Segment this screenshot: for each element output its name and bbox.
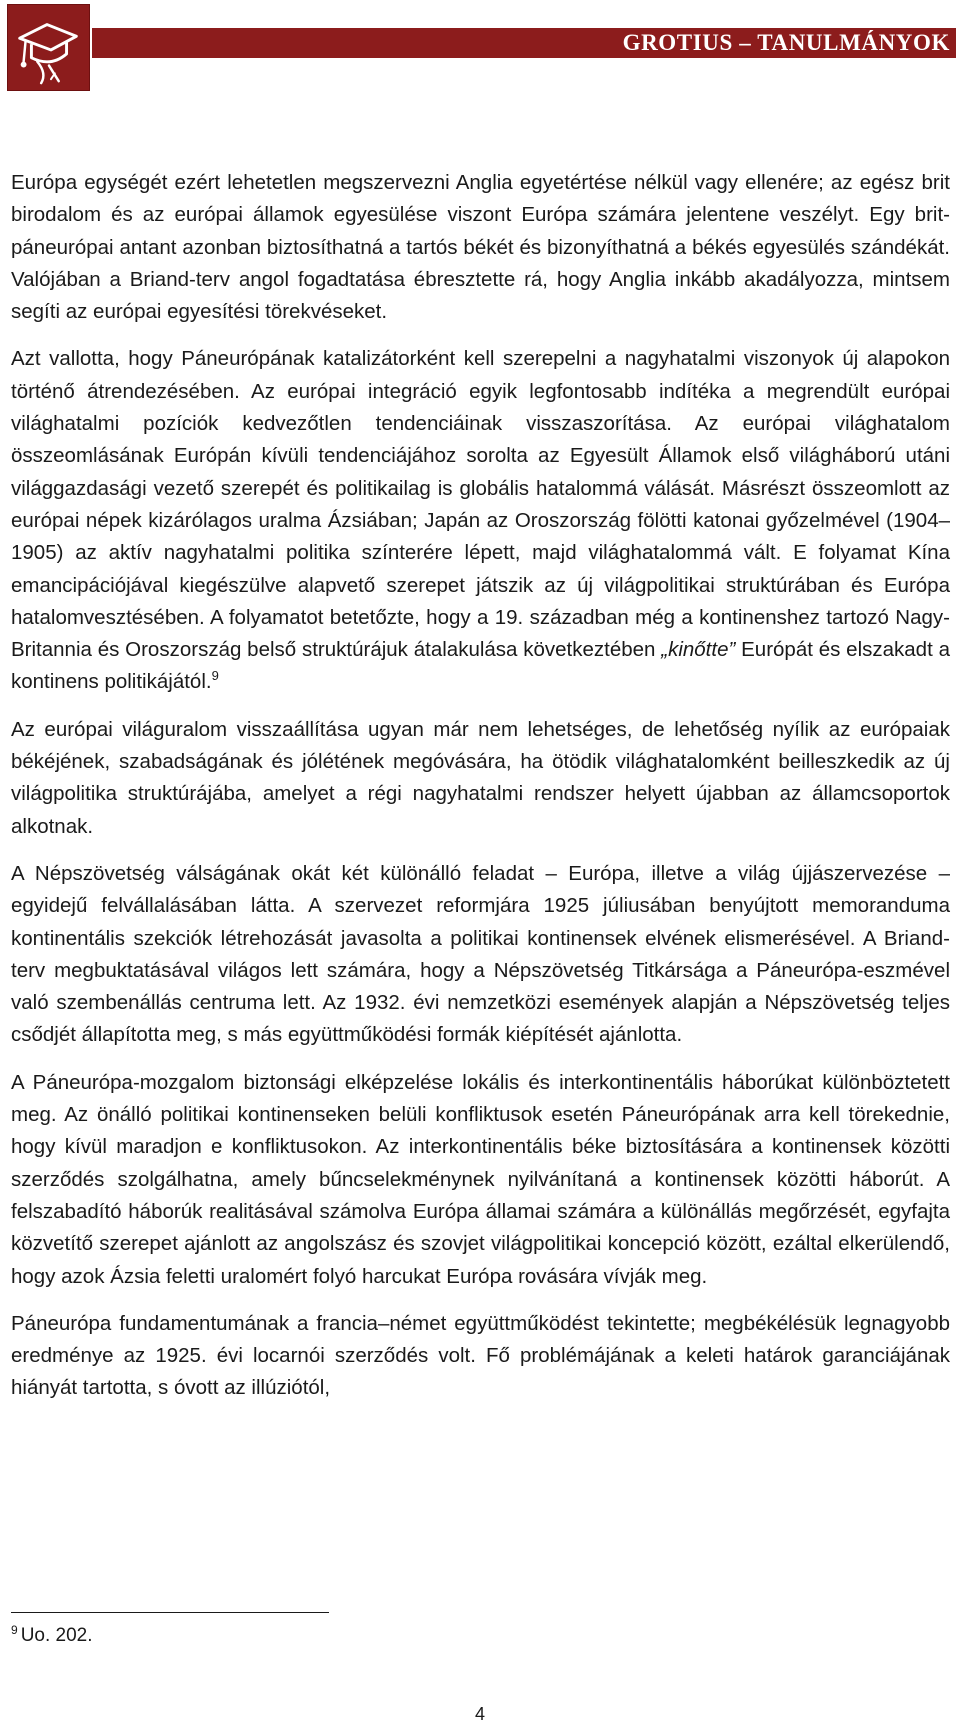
paragraph-3: Az európai világuralom visszaállítása ugyan már nem lehetséges, de lehetőség nyílik az európaiak békéjének, szabadságának és jólétének megóvására, ha ötödik világhatalomként beilleszkedik az új világpolitika struktúrájába, amelyet a régi nagyhatalmi rendszer helyett újabban az államcsoportok alkotnak.	[11, 717, 950, 838]
header-bar	[92, 28, 956, 58]
header-title: GROTIUS – TANULMÁNYOK	[622, 30, 950, 55]
paragraph-2	[11, 343, 950, 698]
scholar-cap-logo-icon	[8, 5, 89, 90]
footnote-text: Uo. 202.	[20, 1625, 93, 1646]
footnote-reference: 9	[211, 668, 219, 684]
paragraph-2-emphasis: „kinőtte”	[661, 638, 736, 662]
paragraph-2-part-1: Azt vallotta, hogy Páneurópának katalizátorként kell szerepelni a nagyhatalmi viszonyok új alapokon történő átrendezésében. Az európai integráció egyik legfontosabb indítéka a megrendült európai világhatalmi pozíciók kedvezőtlen tendenciáinak visszaszorítása. Az európai világhatalom összeomlásának Európán kívüli tendenciájához sorolta az Egyesült Államok első világháború utáni világgazdasági vezető szerepét és politikailag is globális hatalommá válását. Másrészt összeomlott az európai népek kizárólagos uralma Ázsiában; Japán az Oroszország fölötti katonai győzelmével (1904–1905) az aktív nagyhatalmi politika színterére lépett, majd világhatalommá vált. E folyamat Kína emancipációjával kiegészülve alapvető szerepet játszik az új világpolitikai struktúrában és Európa hatalomvesztésében. A folyamatot betetőzte, hogy a 19. században még a kontinenshez tartozó Nagy-Britannia és Oroszország belső struktúrájuk átalakulása következtében	[11, 347, 950, 662]
page-number: 4	[474, 1704, 485, 1724]
footnote-divider	[11, 1612, 329, 1613]
paragraph-4: A Népszövetség válságának okát két különálló feladat – Európa, illetve a világ újjászervezése – egyidejű felvállalásában látta. A szervezet reformjára 1925 júliusában benyújtott memoranduma kontinentális szekciók létrehozását javasolta a politikai kontinensek elvének elismerésével. A Briand-terv megbuktatásával világos lett számára, hogy a Népszövetség Titkársága a Páneurópa-eszmével való szembenállás centruma lett. Az 1932. évi nemzetközi események alapján a Népszövetség teljes csődjét állapította meg, s más együttműködési formák kiépítését ajánlotta.	[11, 861, 950, 1047]
footnote-number: 9	[11, 1622, 18, 1637]
paragraph-5: A Páneurópa-mozgalom biztonsági elképzelése lokális és interkontinentális háborúkat különböztetett meg. Az önálló politikai kontinenseken belüli konfliktusok esetén Páneurópának arra kell törekednie, hogy kívül maradjon e konfliktusokon. Az interkontinentális béke biztosítására a kontinensek közötti szerződés szolgálhatna, amely bűncselekménynek nyilvánítaná a kontinensek közötti háborút. A felszabadító háborúk realitásával számolva Európa államai számára a különállás megőrzését, egyfajta közvetítő szerepet ajánlott az angolszász és szovjet világpolitikai koncepció között, ezáltal elkerülendő, hogy azok Ázsia feletti uralomért folyó harcukat Európa rovására vívják meg.	[11, 1070, 950, 1288]
page-header	[0, 0, 960, 95]
footnote	[11, 1623, 93, 1649]
document-body	[11, 167, 950, 1420]
paragraph-6: Páneurópa fundamentumának a francia–német együttműködést tekintette; megbékélésük legnagyobb eredménye az 1925. évi locarnói szerződés volt. Fő problémájának a keleti határok garanciájának hiányát tartotta, s óvott az illúziótól,	[11, 1311, 950, 1400]
logo	[7, 4, 90, 91]
paragraph-2-part-2: Európát és elszakadt a kontinens politikájától.	[11, 638, 950, 694]
paragraph-1: Európa egységét ezért lehetetlen megszervezni Anglia egyetértése nélkül vagy ellenére; az egész brit birodalom és az európai államok egyesülése viszont Európa számára jelentene veszélyt. Egy brit-páneurópai antant azonban biztosíthatná a tartós békét és bizonyíthatná a békés egyesülés szándékát. Valójában a Briand-terv angol fogadtatása ébresztette rá, hogy Anglia inkább akadályozza, mintsem segíti az európai egyesítési törekvéseket.	[11, 171, 950, 324]
